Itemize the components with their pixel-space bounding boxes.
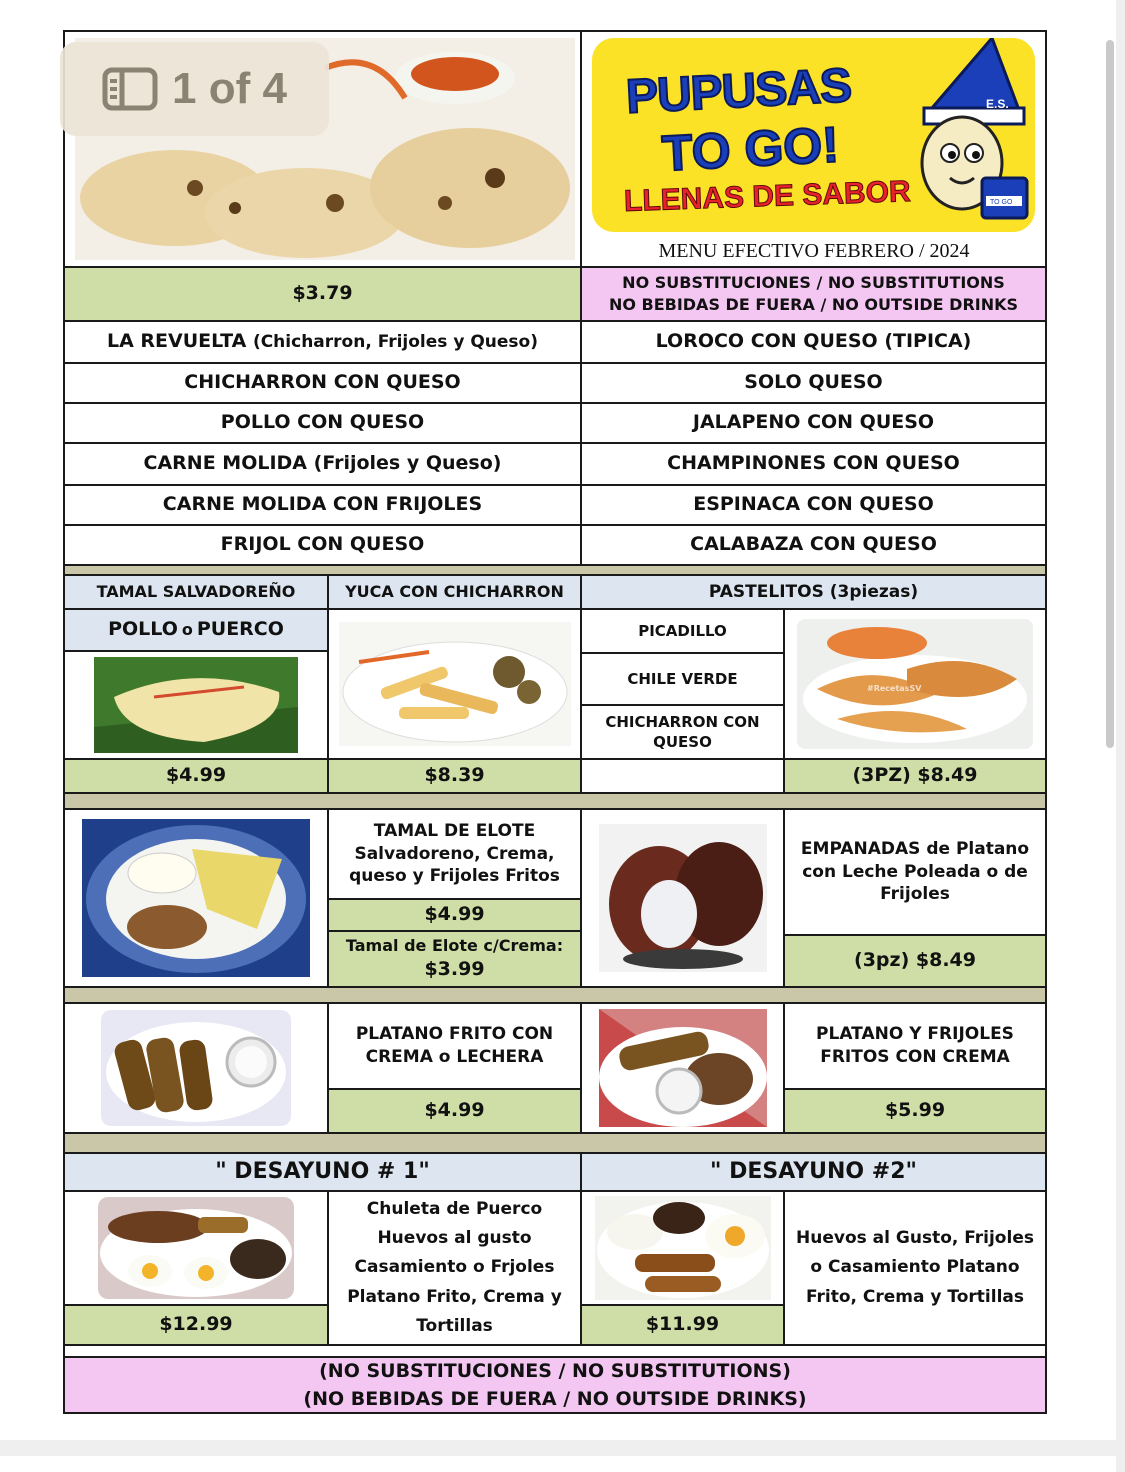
platano-price: $4.99: [327, 1088, 582, 1134]
desayuno-2-title: " DESAYUNO #2": [580, 1152, 1047, 1192]
pastelitos-photo-cell: [783, 608, 1047, 760]
yuca-photo: [339, 622, 571, 746]
platano-frijoles-price: $5.99: [783, 1088, 1047, 1134]
desayuno-1-price: $12.99: [63, 1304, 329, 1346]
platano-frijoles-photo-cell: [580, 1002, 785, 1134]
tamal-elote-desc: [327, 808, 582, 900]
notice-line: NO SUBSTITUCIONES / NO SUBSTITUTIONS: [622, 273, 1005, 293]
footer-line: (NO SUBSTITUCIONES / NO SUBSTITUTIONS): [319, 1359, 791, 1382]
sidebar-icon[interactable]: [102, 67, 158, 111]
flavor-right: SOLO QUESO: [580, 362, 1047, 404]
empanadas-price: (3pz) $8.49: [783, 934, 1047, 988]
pastelitos-photo: [797, 619, 1033, 749]
scrollbar[interactable]: [1106, 40, 1114, 748]
empanadas-photo-cell: [580, 808, 785, 988]
desayuno-1-title: " DESAYUNO # 1": [63, 1152, 582, 1192]
platano-frijoles-photo: [599, 1009, 767, 1127]
logo-bag-text: TO GO: [990, 199, 1013, 206]
tamal-elote-detail: Salvadoreno, Crema, queso y Frijoles Fritos: [349, 843, 560, 887]
flavor-right: CHAMPINONES CON QUESO: [580, 442, 1047, 486]
empanadas-desc: EMPANADAS de Platano con Leche Poleada o de Frijoles: [783, 808, 1047, 936]
tamal-elote-alt-price: $3.99: [424, 957, 485, 980]
desayuno-2-photo-cell: [580, 1190, 785, 1306]
flavor-left: CARNE MOLIDA (Frijoles y Queso): [63, 442, 582, 486]
flavor-left: CHICHARRON CON QUESO: [63, 362, 582, 404]
desayuno-2-photo: [595, 1196, 771, 1300]
platano-photo-cell: [63, 1002, 329, 1134]
desayuno-1-desc: Chuleta de Puerco Huevos al gusto Casamiento o Frjoles Platano Frito, Crema y Tortillas: [327, 1190, 582, 1346]
pupusas-to-go-logo: [592, 38, 1035, 232]
tamal-photo-cell: [63, 650, 329, 760]
tamal-photo: [94, 657, 298, 753]
logo-line2: TO GO!: [660, 116, 841, 182]
empanadas-photo: [599, 824, 767, 972]
pastelitos-header: PASTELITOS (3piezas): [580, 574, 1047, 610]
tamal-price: $4.99: [63, 758, 329, 794]
menu-effective-date: MENU EFECTIVO FEBRERO / 2024: [658, 240, 970, 262]
notice-line: NO BEBIDAS DE FUERA / NO OUTSIDE DRINKS: [608, 295, 1019, 314]
footer-notice: [63, 1356, 1047, 1414]
mascot-icon: [882, 38, 1032, 228]
logo-line1: PUPUSAS: [624, 59, 853, 124]
tamal-elote-photo-cell: [63, 808, 329, 988]
page-indicator-text: 1 of 4: [172, 64, 287, 113]
flavor-left: LA REVUELTA (Chicharron, Frijoles y Queso): [63, 320, 582, 364]
pupusa-notice: [580, 266, 1047, 322]
desayuno-1-photo-cell: [63, 1190, 329, 1306]
tamal-elote-photo: [82, 819, 310, 977]
platano-frijoles-desc: PLATANO Y FRIJOLES FRITOS CON CREMA: [783, 1002, 1047, 1090]
platano-desc: PLATANO FRITO CON CREMA o LECHERA: [327, 1002, 582, 1090]
yuca-header: YUCA CON CHICHARRON: [327, 574, 582, 610]
tamal-elote-alt: [327, 930, 582, 988]
empty-cell: [580, 758, 785, 794]
tamal-header: TAMAL SALVADOREÑO: [63, 574, 329, 610]
desayuno-2-price: $11.99: [580, 1304, 785, 1346]
tamal-elote-price: $4.99: [327, 898, 582, 932]
next-page-edge: [0, 1456, 1116, 1472]
tamal-elote-title: TAMAL DE ELOTE: [373, 820, 536, 841]
tamal-elote-alt-label: Tamal de Elote c/Crema:: [345, 936, 564, 956]
desayuno-2-desc: Huevos al Gusto, Frijoles o Casamiento Platano Frito, Crema y Tortillas: [783, 1190, 1047, 1346]
pupusa-price: $3.79: [63, 266, 582, 322]
footer-line: (NO BEBIDAS DE FUERA / NO OUTSIDE DRINKS): [303, 1388, 807, 1410]
platano-photo: [101, 1010, 291, 1126]
flavor-right: ESPINACA CON QUESO: [580, 484, 1047, 526]
flavor-left: FRIJOL CON QUESO: [63, 524, 582, 566]
pastelito-option: CHILE VERDE: [580, 652, 785, 706]
watermark: #RecetasSV: [867, 684, 922, 693]
logo-hat-text: E.S.: [986, 97, 1009, 111]
flavor-left: POLLO CON QUESO: [63, 402, 582, 444]
page-indicator-badge[interactable]: [60, 42, 329, 136]
flavor-right: LOROCO CON QUESO (TIPICA): [580, 320, 1047, 364]
pastelitos-price: (3PZ) $8.49: [783, 758, 1047, 794]
desayuno-1-photo: [98, 1197, 294, 1299]
tamal-filling: POLLO o PUERCO: [63, 608, 329, 652]
flavor-left: CARNE MOLIDA CON FRIJOLES: [63, 484, 582, 526]
flavor-right: CALABAZA CON QUESO: [580, 524, 1047, 566]
pastelito-option: CHICHARRON CON QUESO: [580, 704, 785, 760]
pastelito-option: PICADILLO: [580, 608, 785, 654]
flavor-right: JALAPENO CON QUESO: [580, 402, 1047, 444]
yuca-photo-cell: [327, 608, 582, 760]
separator: [63, 1132, 1047, 1154]
yuca-price: $8.39: [327, 758, 582, 794]
logo-line3: LLENAS DE SABOR: [623, 175, 912, 218]
